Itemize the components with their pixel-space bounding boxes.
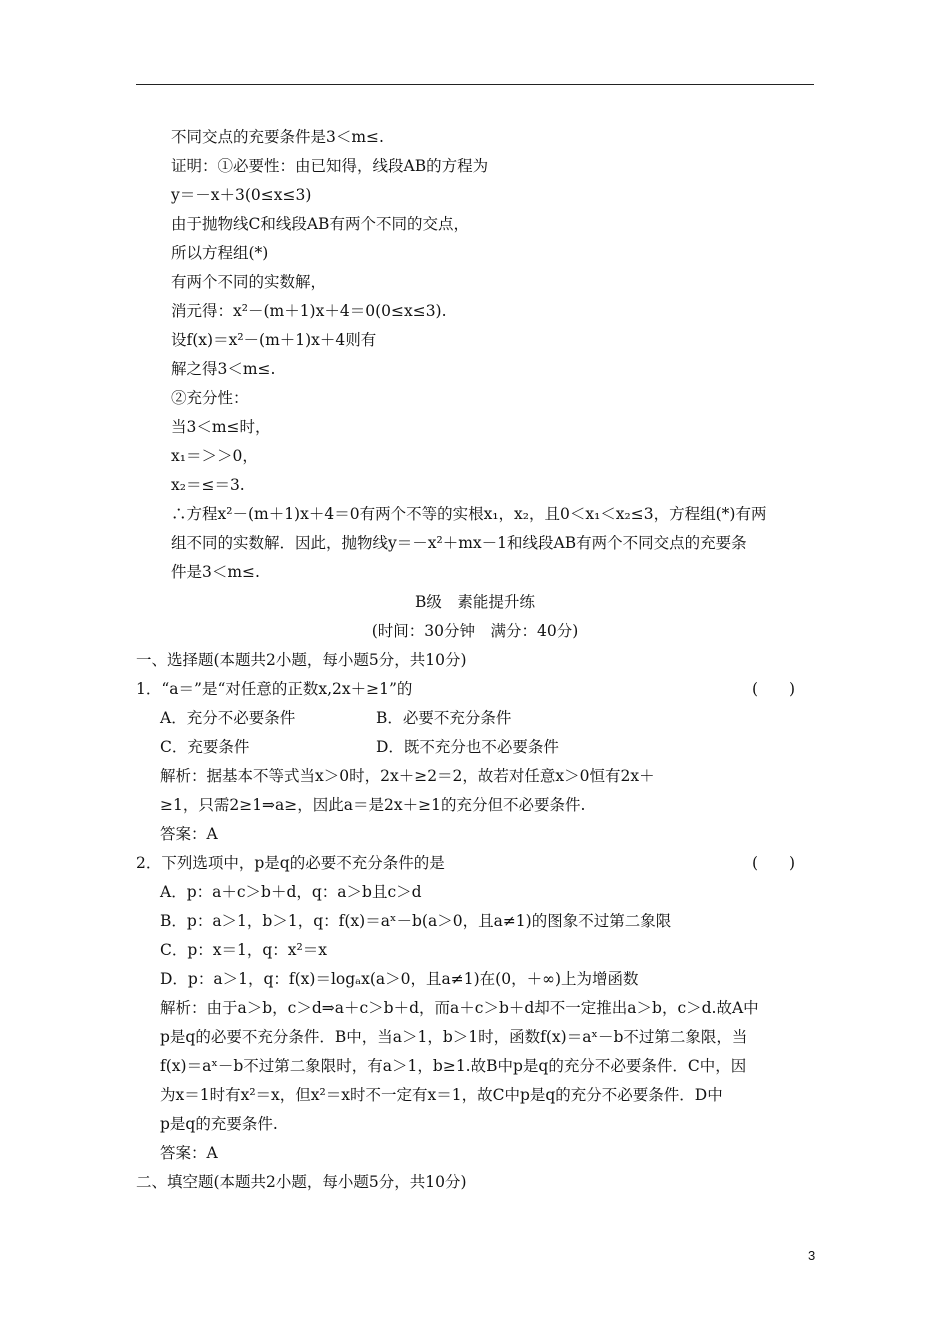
part2-heading: 二、填空题(本题共2小题，每小题5分，共10分) — [136, 1173, 467, 1191]
text-line: 消元得：x²－(m＋1)x＋4＝0(0≤x≤3). — [171, 302, 447, 320]
q1-analysis: 解析：据基本不等式当x＞0时，2x＋≥2＝2，故若对任意x＞0恒有2x＋ — [160, 767, 655, 785]
q2-analysis: p是q的必要不充分条件．B中，当a＞1，b＞1时，函数f(x)＝aˣ－b不过第二象限，当 — [160, 1028, 748, 1046]
text-line: 当3＜m≤时， — [171, 418, 271, 436]
q2-option-b: B．p：a＞1，b＞1，q：f(x)＝aˣ－b(a＞0，且a≠1)的图象不过第二象限 — [160, 912, 672, 930]
text-line: x₁＝＞＞0， — [171, 447, 258, 465]
header-rule — [136, 84, 814, 85]
q1-option-d: D．既不充分也不必要条件 — [376, 738, 559, 756]
q2-answer-blank: ( ) — [752, 854, 796, 872]
section-title: B级 素能提升练 — [415, 593, 535, 611]
q2-analysis: 解析：由于a＞b，c＞d⇒a＋c＞b＋d，而a＋c＞b＋d却不一定推出a＞b，c＞d.故A中 — [160, 999, 759, 1017]
text-line: 不同交点的充要条件是3＜m≤. — [171, 128, 384, 146]
q2-option-a: A．p：a＋c＞b＋d，q：a＞b且c＞d — [160, 883, 422, 901]
q1-option-c: C．充要条件 — [160, 738, 250, 756]
text-line: y＝－x＋3(0≤x≤3) — [171, 186, 312, 204]
text-line: 由于抛物线C和线段AB有两个不同的交点， — [171, 215, 469, 233]
text-line: 设f(x)＝x²－(m＋1)x＋4则有 — [171, 331, 377, 349]
q2-analysis: f(x)＝aˣ－b不过第二象限时，有a＞1，b≥1.故B中p是q的充分不必要条件．C中，因 — [160, 1057, 747, 1075]
text-line: ②充分性： — [171, 389, 249, 407]
q1-option-b: B．必要不充分条件 — [376, 709, 512, 727]
text-line: 证明：①必要性：由已知得，线段AB的方程为 — [171, 157, 489, 175]
q1-analysis: ≥1，只需2≥1⇒a≥，因此a＝是2x＋≥1的充分但不必要条件. — [160, 796, 586, 814]
text-line: 有两个不同的实数解， — [171, 273, 327, 291]
q1-option-a: A．充分不必要条件 — [160, 709, 296, 727]
q1-answer: 答案：A — [160, 825, 218, 843]
q2-option-d: D．p：a＞1，q：f(x)＝logₐx(a＞0，且a≠1)在(0，＋∞)上为增函数 — [160, 970, 639, 988]
q2-analysis: 为x＝1时有x²＝x，但x²＝x时不一定有x＝1，故C中p是q的充分不必要条件．D中 — [160, 1086, 723, 1104]
text-line: 件是3＜m≤. — [171, 563, 260, 581]
text-line: 解之得3＜m≤. — [171, 360, 276, 378]
text-line: 组不同的实数解．因此，抛物线y＝－x²＋mx－1和线段AB有两个不同交点的充要条 — [171, 534, 747, 552]
part1-heading: 一、选择题(本题共2小题，每小题5分，共10分) — [136, 651, 467, 669]
text-line: ∴方程x²－(m＋1)x＋4＝0有两个不等的实根x₁，x₂，且0＜x₁＜x₂≤3，方程组(*)有两 — [171, 505, 767, 523]
section-subtitle: (时间：30分钟 满分：40分) — [371, 622, 579, 640]
q1-stem: 1．“a＝”是“对任意的正数x,2x＋≥1”的 — [136, 680, 413, 698]
text-line: x₂＝≤＝3. — [171, 476, 245, 494]
q1-answer-blank: ( ) — [752, 680, 796, 698]
q2-analysis: p是q的充要条件. — [160, 1115, 278, 1133]
q2-stem: 2．下列选项中，p是q的必要不充分条件的是 — [136, 854, 445, 872]
text-line: 所以方程组(*) — [171, 244, 269, 262]
page-number: 3 — [808, 1248, 816, 1263]
q2-answer: 答案：A — [160, 1144, 218, 1162]
q2-option-c: C．p：x＝1，q：x²＝x — [160, 941, 328, 959]
